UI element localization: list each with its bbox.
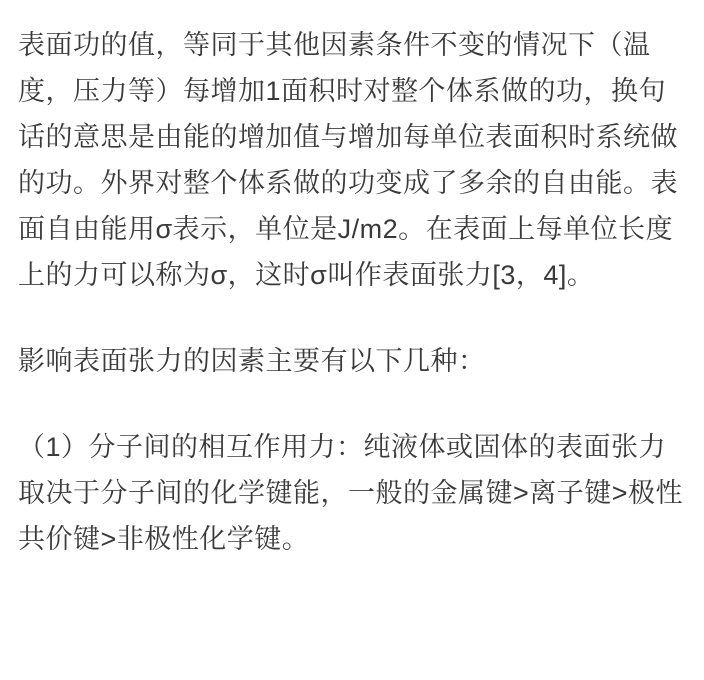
paragraph-surface-work-definition: 表面功的值，等同于其他因素条件不变的情况下（温度，压力等）每增加1面积时对整个体系做的功，换句话的意思是由能的增加值与增加每单位表面积时系统做的功。外界对整个体系做的功变成了多余的自由能。表面自由能用σ表示，单位是J/m2。在表面上每单位长度上的力可以称为σ，这时σ叫作表面张力[3，4]。 xyxy=(18,30,678,290)
paragraph-factor-one: （1）分子间的相互作用力：纯液体或固体的表面张力取决于分子间的化学键能，一般的金属键>离子键>极性共价键>非极性化学键。 xyxy=(18,432,684,554)
paragraph-factors-intro: 影响表面张力的因素主要有以下几种： xyxy=(18,346,486,376)
